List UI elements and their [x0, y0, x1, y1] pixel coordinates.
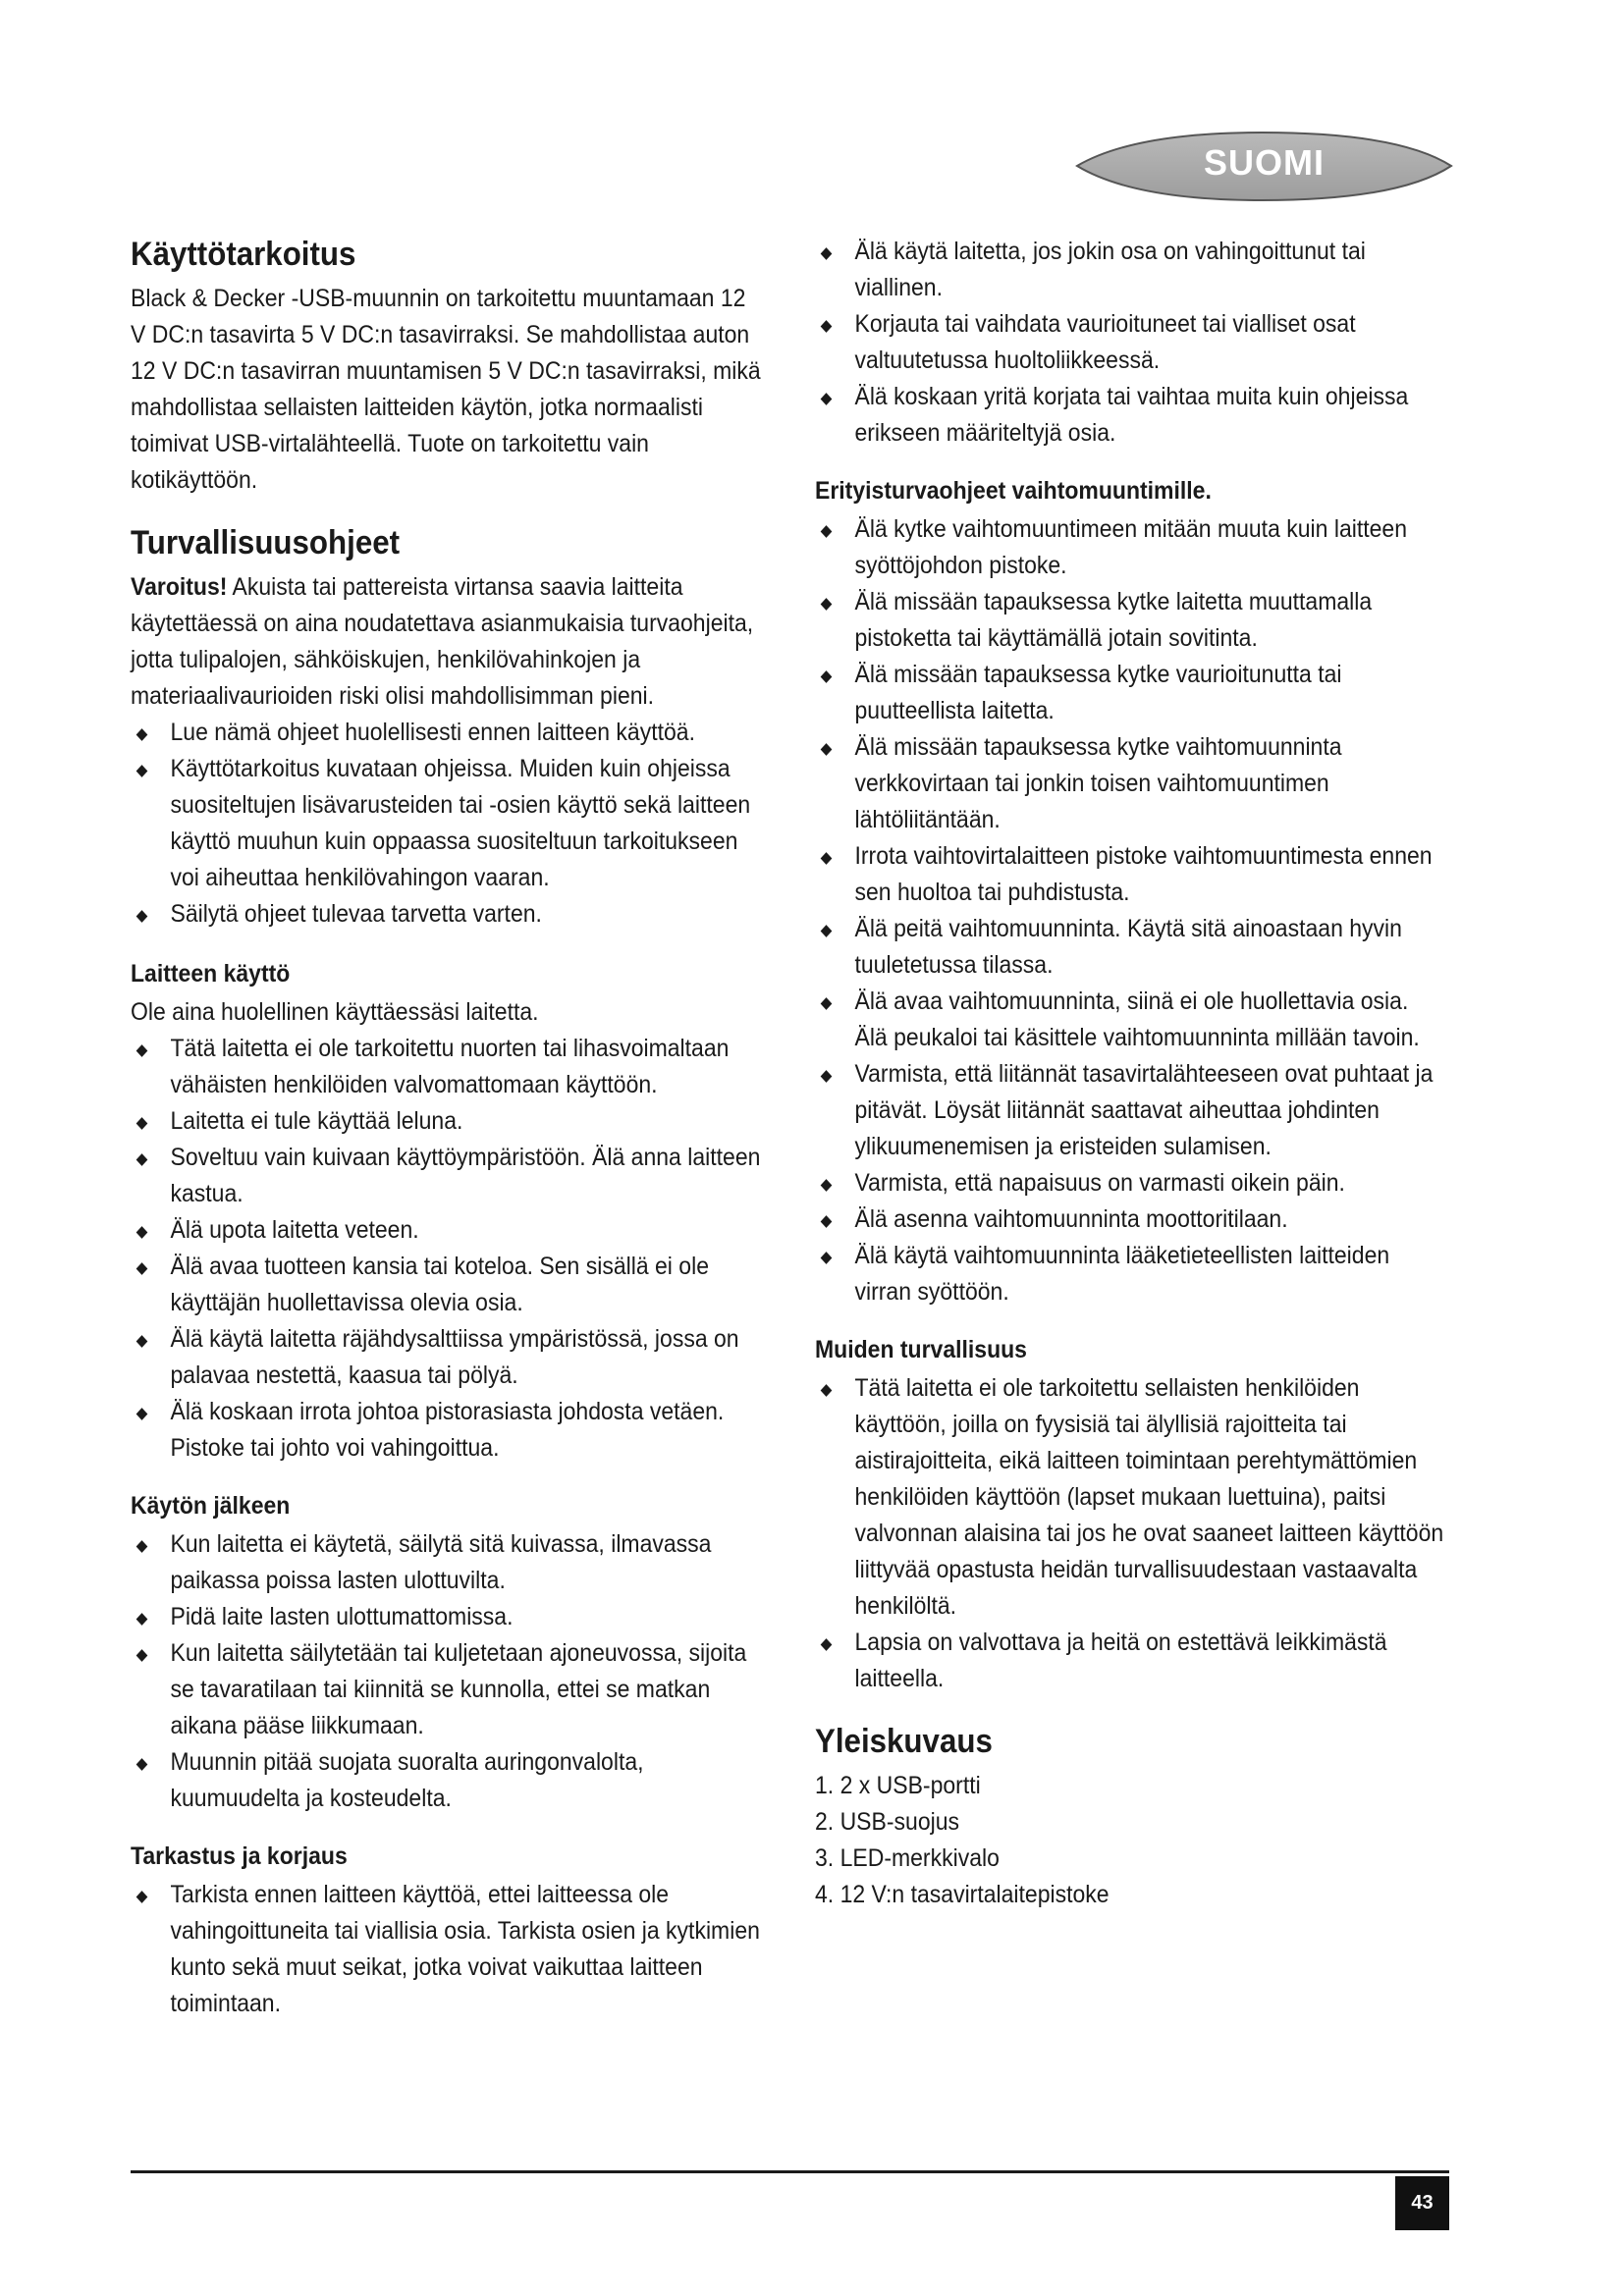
list-item-text: Tarkista ennen laitteen käyttöä, ettei laitteessa ole vahingoittuneita tai viallisia osia. Tarkista osien ja kytkimien kunto sekä muut seikat, jotka voivat vaikuttaa laitteen toimintaan. — [170, 1881, 760, 2017]
page-number: 43 — [1395, 2176, 1449, 2230]
left-column — [131, 234, 761, 2022]
list-item — [815, 511, 1445, 584]
list-item-text: Tätä laitetta ei ole tarkoitettu sellaisten henkilöiden käyttöön, joilla on fyysisiä tai älyllisiä rajoitteita tai aistirajoitteita, eikä laitteen toimintaan perehtymättömien henkilöiden käyttöön (lapset mukaan luettuina), paitsi valvonnan alaisina tai jos he ovat saaneet laitteen käyttöön liittyvää opastusta heidän turvallisuudestaan vastaavalta henkilöltä. — [854, 1374, 1444, 1620]
diamond-bullet-icon — [136, 1408, 148, 1420]
device-use-list — [131, 1031, 761, 1467]
list-item-text: Säilytä ohjeet tulevaa tarvetta varten. — [170, 900, 542, 928]
footer-rule — [131, 2170, 1449, 2173]
list-item-text: Älä missään tapauksessa kytke vaihtomuunninta verkkovirtaan tai jonkin toisen vaihtomuuntimen lähtöliitäntään. — [854, 733, 1342, 833]
list-item-text: Lue nämä ohjeet huolellisesti ennen laitteen käyttöä. — [170, 719, 695, 746]
diamond-bullet-icon — [821, 1215, 833, 1228]
heading-after-use: Käytön jälkeen — [131, 1492, 291, 1520]
diamond-bullet-icon — [821, 393, 833, 405]
list-item — [815, 838, 1445, 911]
language-label: SUOMI — [1203, 142, 1325, 183]
list-item-text: Älä koskaan yritä korjata tai vaihtaa muita kuin ohjeissa erikseen määriteltyjä osia. — [854, 383, 1409, 447]
section-intended-use — [131, 234, 761, 499]
list-item-text: Älä koskaan irrota johtoa pistorasiasta johdosta vetäen. Pistoke tai johto voi vahingoittua. — [170, 1398, 725, 1462]
list-item-text: Soveltuu vain kuivaan käyttöympäristöön. Älä anna laitteen kastua. — [170, 1144, 761, 1207]
list-item — [131, 1249, 761, 1321]
inspection-list — [131, 1877, 761, 2022]
list-item-text: Irrota vaihtovirtalaitteen pistoke vaihtomuuntimesta ennen sen huoltoa tai puhdistusta. — [854, 842, 1433, 906]
heading-inspection: Tarkastus ja korjaus — [131, 1842, 348, 1870]
diamond-bullet-icon — [821, 670, 833, 683]
list-item-text: Älä käytä laitetta, jos jokin osa on vahingoittunut tai viallinen. — [854, 238, 1366, 301]
list-item — [815, 657, 1445, 729]
diamond-bullet-icon — [136, 1226, 148, 1239]
list-item — [815, 1238, 1445, 1310]
list-item — [815, 379, 1445, 452]
list-item — [131, 1394, 761, 1467]
diamond-bullet-icon — [136, 1335, 148, 1348]
list-item — [131, 896, 761, 933]
list-item-text: Korjauta tai vaihdata vaurioituneet tai vialliset osat valtuutetussa huoltoliikkeessä. — [854, 310, 1356, 374]
list-item-text: Muunnin pitää suojata suoralta auringonvalolta, kuumuudelta ja kosteudelta. — [170, 1748, 644, 1812]
diamond-bullet-icon — [136, 1613, 148, 1626]
list-item — [815, 1370, 1445, 1625]
list-item — [815, 1201, 1445, 1238]
list-item — [815, 306, 1445, 379]
list-item — [815, 729, 1445, 838]
overview-list — [815, 1768, 1445, 1913]
list-item — [131, 1103, 761, 1140]
list-item-text: Älä missään tapauksessa kytke vaurioitunutta tai puutteellista laitetta. — [854, 661, 1342, 724]
heading-inverter-safety: Erityisturvaohjeet vaihtomuuntimille. — [815, 477, 1212, 505]
list-item — [131, 1635, 761, 1744]
list-item — [815, 1056, 1445, 1165]
list-item — [131, 751, 761, 896]
diamond-bullet-icon — [136, 1649, 148, 1662]
after-use-list — [131, 1526, 761, 1817]
list-item: 4. 12 V:n tasavirtalaitepistoke — [815, 1881, 1110, 1908]
diamond-bullet-icon — [821, 1252, 833, 1264]
heading-intended-use: Käyttötarkoitus — [131, 236, 356, 273]
list-item — [131, 1744, 761, 1817]
diamond-bullet-icon — [136, 765, 148, 777]
list-item — [815, 1165, 1445, 1201]
diamond-bullet-icon — [136, 1540, 148, 1553]
list-item-text: Käyttötarkoitus kuvataan ohjeissa. Muiden kuin ohjeissa suositeltujen lisävarusteiden tai -osien käyttö sekä laitteen käyttö muuhun kuin oppaassa suositeltuun tarkoitukseen voi aiheuttaa henkilövahingon vaaran. — [170, 755, 751, 891]
list-item: 2. USB-suojus — [815, 1808, 960, 1836]
list-item: 1. 2 x USB-portti — [815, 1772, 981, 1799]
list-item — [815, 1625, 1445, 1697]
diamond-bullet-icon — [821, 997, 833, 1010]
warning-paragraph — [131, 569, 761, 715]
warning-text: Akuista tai pattereista virtansa saavia laitteita käytettäessä on aina noudatettava asianmukaisia turvaohjeita, jotta tulipalojen, sähköiskujen, henkilövahinkojen ja materiaalivaurioiden riski olisi mahdollisimman pieni. — [131, 573, 754, 710]
right-column — [815, 234, 1445, 1913]
list-item-text: Lapsia on valvottava ja heitä on estettävä leikkimästä laitteella. — [854, 1629, 1387, 1692]
warning-label: Varoitus! — [131, 573, 228, 601]
heading-device-use: Laitteen käyttö — [131, 960, 291, 988]
list-item-text: Kun laitetta ei käytetä, säilytä sitä kuivassa, ilmavassa paikassa poissa lasten ulottuvilta. — [170, 1530, 712, 1594]
list-item: 3. LED-merkkivalo — [815, 1844, 1000, 1872]
diamond-bullet-icon — [136, 1044, 148, 1057]
diamond-bullet-icon — [821, 1179, 833, 1192]
diamond-bullet-icon — [136, 1117, 148, 1130]
heading-overview: Yleiskuvaus — [815, 1723, 993, 1760]
diamond-bullet-icon — [821, 1384, 833, 1397]
list-item — [815, 911, 1445, 984]
diamond-bullet-icon — [821, 1638, 833, 1651]
list-item — [131, 1599, 761, 1635]
list-item-text: Tätä laitetta ei ole tarkoitettu nuorten tai lihasvoimaltaan vähäisten henkilöiden valvomattomaan käyttöön. — [170, 1035, 730, 1098]
heading-others-safety: Muiden turvallisuus — [815, 1336, 1027, 1363]
device-use-intro: Ole aina huolellinen käyttäessäsi laitetta. — [131, 998, 539, 1026]
list-item-text: Kun laitetta säilytetään tai kuljetetaan ajoneuvossa, sijoita se tavaratilaan tai kiinnitä se kunnolla, ettei se matkan aikana pääse liikkumaan. — [170, 1639, 747, 1739]
list-item — [815, 234, 1445, 306]
list-item-text: Laitetta ei tule käyttää leluna. — [170, 1107, 463, 1135]
diamond-bullet-icon — [136, 1262, 148, 1275]
language-tab — [1075, 131, 1453, 202]
diamond-bullet-icon — [821, 852, 833, 865]
inspection-list-continued — [815, 234, 1445, 452]
list-item — [131, 1031, 761, 1103]
diamond-bullet-icon — [136, 1153, 148, 1166]
diamond-bullet-icon — [821, 1070, 833, 1083]
list-item-text: Älä peitä vaihtomuunninta. Käytä sitä ainoastaan hyvin tuuletetussa tilassa. — [854, 915, 1402, 979]
list-item-text: Pidä laite lasten ulottumattomissa. — [170, 1603, 514, 1630]
list-item — [131, 1877, 761, 2022]
list-item-text: Älä avaa tuotteen kansia tai koteloa. Sen sisällä ei ole käyttäjän huollettavissa olevia osia. — [170, 1253, 710, 1316]
list-item — [131, 715, 761, 751]
diamond-bullet-icon — [821, 925, 833, 937]
list-item-text: Älä upota laitetta veteen. — [170, 1216, 419, 1244]
heading-safety: Turvallisuusohjeet — [131, 524, 401, 561]
diamond-bullet-icon — [136, 1758, 148, 1771]
list-item-text: Älä käytä vaihtomuunninta lääketieteellisten laitteiden virran syöttöön. — [854, 1242, 1390, 1306]
inverter-safety-list — [815, 511, 1445, 1310]
diamond-bullet-icon — [821, 743, 833, 756]
others-safety-list — [815, 1370, 1445, 1697]
diamond-bullet-icon — [821, 525, 833, 538]
list-item-text: Älä käytä laitetta räjähdysalttiissa ympäristössä, jossa on palavaa nestettä, kaasua tai pölyä. — [170, 1325, 739, 1389]
list-item — [131, 1321, 761, 1394]
intended-use-text: Black & Decker -USB-muunnin on tarkoitettu muuntamaan 12 V DC:n tasavirta 5 V DC:n tasavirraksi. Se mahdollistaa auton 12 V DC:n tasavirran muuntamisen 5 V DC:n tasavirraksi, mikä mahdollistaa sellaisten laitteiden käytön, jotka normaalisti toimivat USB-virtalähteellä. Tuote on tarkoitettu vain kotikäyttöön. — [131, 285, 761, 494]
diamond-bullet-icon — [821, 598, 833, 611]
list-item-text: Älä avaa vaihtomuunninta, siinä ei ole huollettavia osia. Älä peukaloi tai käsittele vaihtomuunninta millään tavoin. — [854, 988, 1420, 1051]
list-item — [131, 1212, 761, 1249]
list-item — [131, 1140, 761, 1212]
list-item-text: Varmista, että liitännät tasavirtalähteeseen ovat puhtaat ja pitävät. Löysät liitännät saattavat aiheuttaa johdinten ylikuumenemisen ja eristeiden sulamisen. — [854, 1060, 1434, 1160]
safety-list — [131, 715, 761, 933]
diamond-bullet-icon — [821, 320, 833, 333]
list-item-text: Älä missään tapauksessa kytke laitetta muuttamalla pistoketta tai käyttämällä jotain sovitinta. — [854, 588, 1373, 652]
section-safety — [131, 522, 761, 933]
list-item — [815, 984, 1445, 1056]
diamond-bullet-icon — [136, 1891, 148, 1903]
diamond-bullet-icon — [821, 247, 833, 260]
list-item-text: Älä asenna vaihtomuunninta moottoritilaan. — [854, 1205, 1288, 1233]
list-item-text: Älä kytke vaihtomuuntimeen mitään muuta kuin laitteen syöttöjohdon pistoke. — [854, 515, 1408, 579]
list-item-text: Varmista, että napaisuus on varmasti oikein päin. — [854, 1169, 1345, 1197]
list-item — [131, 1526, 761, 1599]
list-item — [815, 584, 1445, 657]
diamond-bullet-icon — [136, 910, 148, 923]
diamond-bullet-icon — [136, 728, 148, 741]
